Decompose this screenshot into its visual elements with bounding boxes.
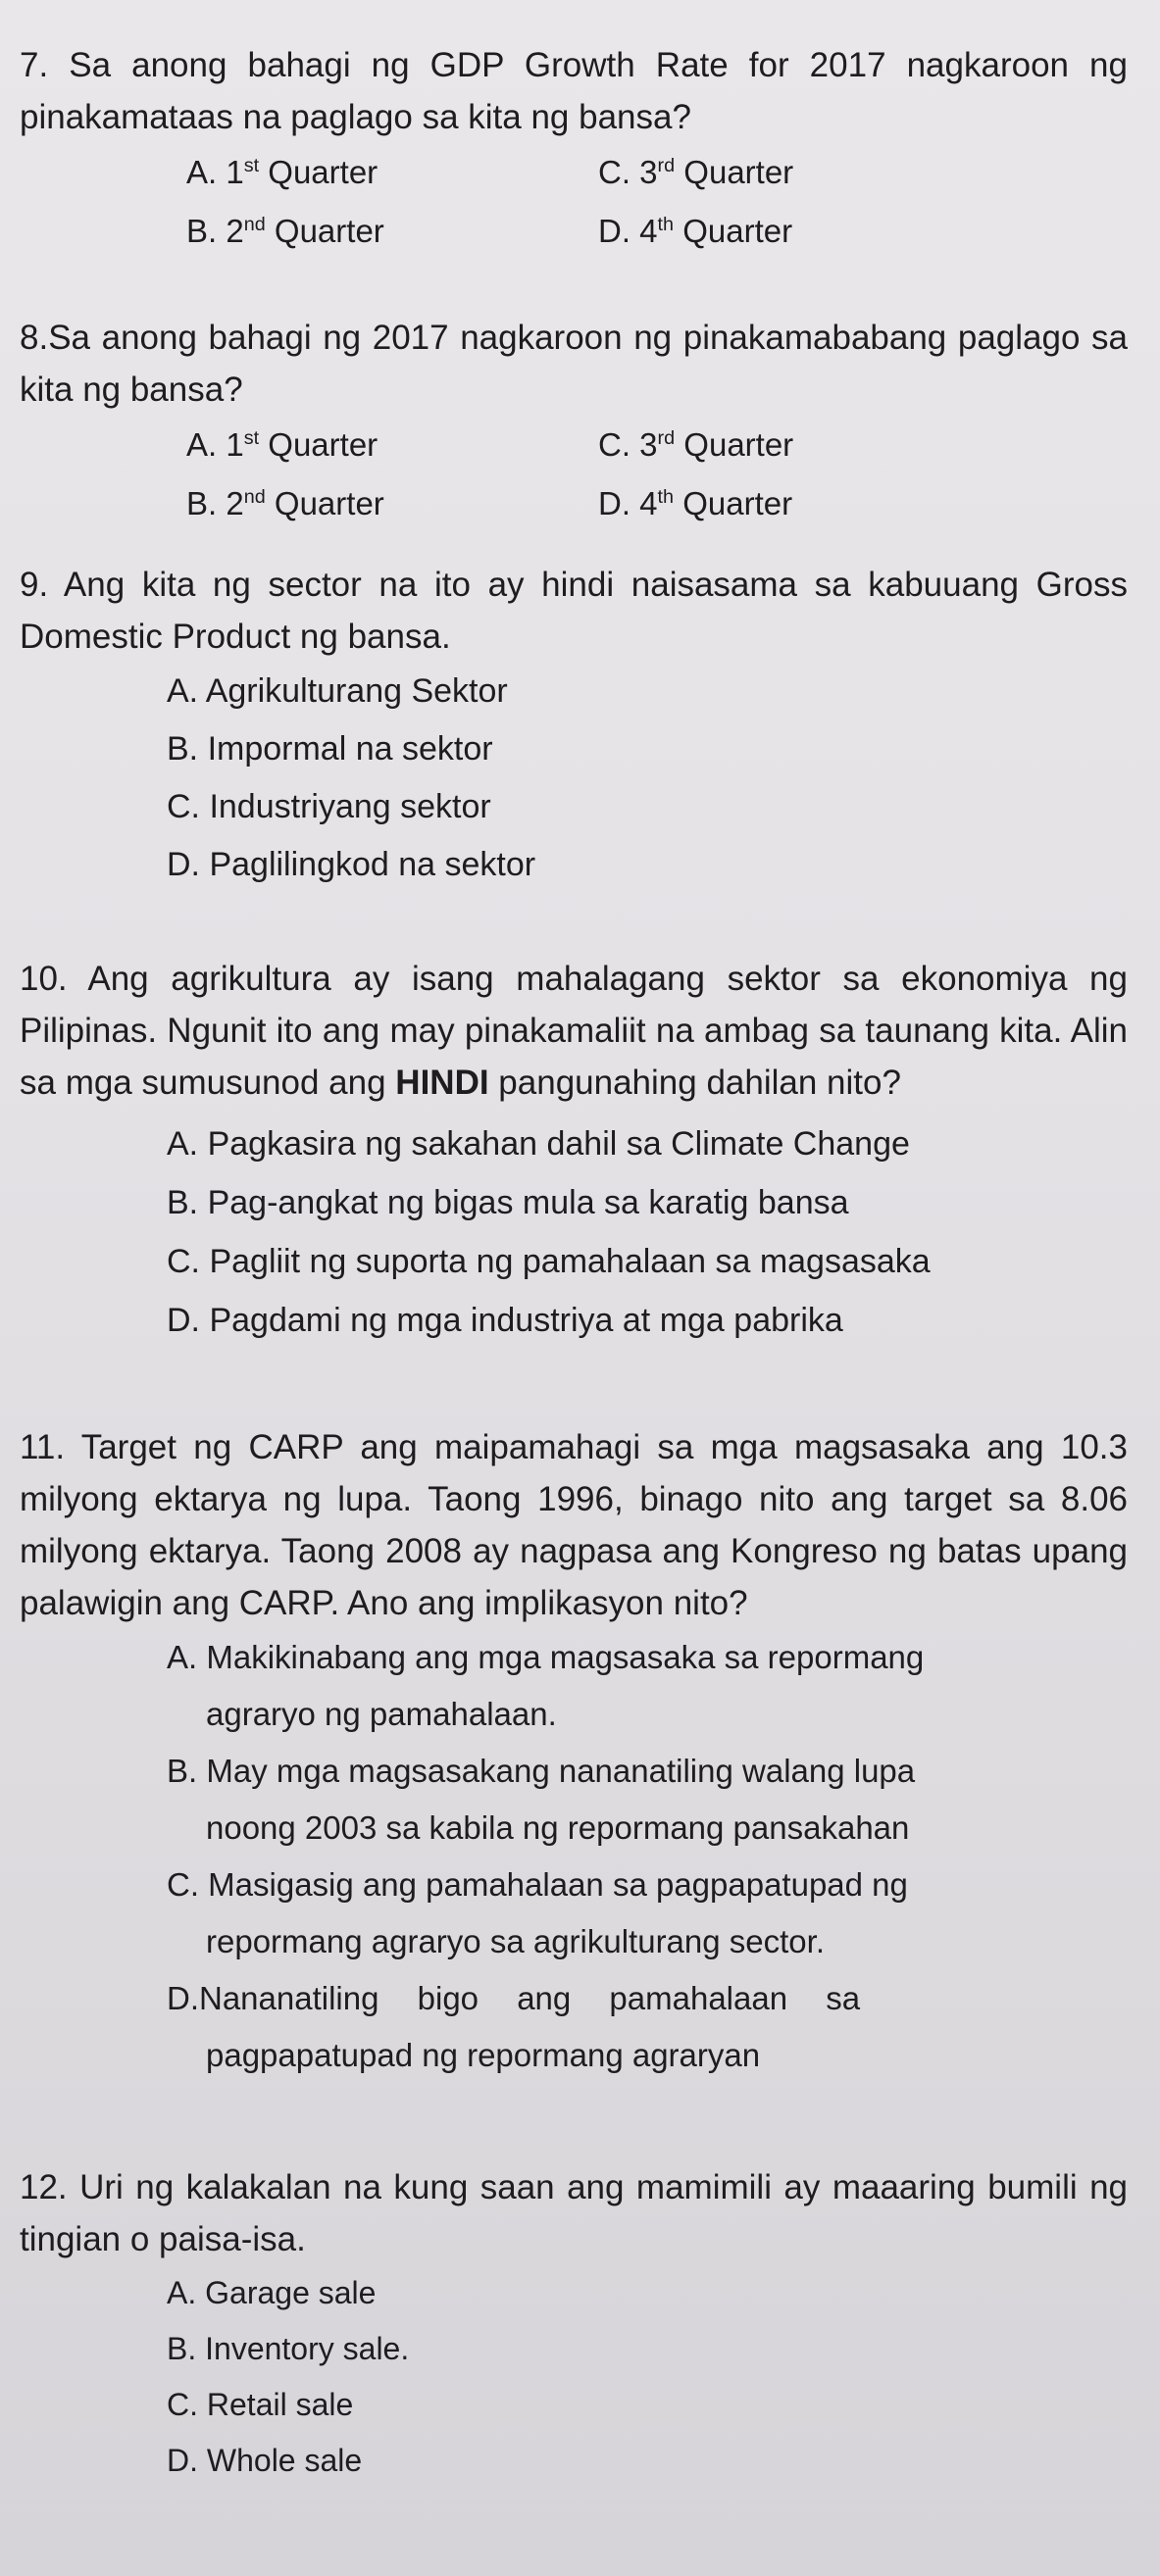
option-b[interactable]: B. 2nd Quarter (186, 485, 384, 521)
option-b[interactable]: B. Inventory sale. (167, 2331, 410, 2366)
question-text: Target ng CARP ang maipamahagi sa mga magsasaka ang 10.3 milyong ektarya ng lupa. Taong 1996, binago nito ang target sa 8.06 milyong ektarya. Taong 2008 ay nagpasa ang Kongreso ng batas upang palawigin ang CARP. Ano ang implikasyon nito? (20, 1428, 1128, 1622)
question-emphasis: HINDI (395, 1064, 489, 1102)
question-number: 8. (20, 319, 49, 357)
option-d[interactable]: D. 4th Quarter (598, 485, 793, 521)
option-a[interactable]: A. Garage sale (167, 2275, 377, 2310)
option-d[interactable]: D.Nananatiling bigo ang pamahalaan sa pagpapatupad ng repormang agraryan (167, 1980, 861, 2073)
question-12 (20, 2161, 1128, 2489)
option-c[interactable]: C. 3rd Quarter (598, 426, 794, 463)
question-8 (20, 312, 1128, 533)
question-9 (20, 559, 1128, 894)
options-grid (186, 143, 1128, 261)
option-c[interactable]: C. Industriyang sektor (167, 788, 491, 825)
question-text-end: pangunahing dahilan nito? (488, 1064, 901, 1102)
question-number: 7. (20, 46, 49, 84)
option-a[interactable]: A. Agrikulturang Sektor (167, 672, 508, 710)
option-a[interactable]: A. 1st Quarter (186, 154, 378, 190)
question-text: Ang kita ng sector na ito ay hindi naisasama sa kabuuang Gross Domestic Product ng bansa. (20, 566, 1128, 656)
question-text: Ang agrikultura ay isang mahalagang sektor sa ekonomiya ng Pilipinas. Ngunit ito ang may pinakamaliit na ambag sa taunang kita. Alin sa mga sumusunod ang (20, 960, 1128, 1102)
option-d[interactable]: D. Paglilingkod na sektor (167, 846, 536, 883)
options-grid (186, 416, 1128, 533)
options-list (167, 663, 1128, 894)
options-list (167, 1115, 1128, 1350)
option-c[interactable]: C. Pagliit ng suporta ng pamahalaan sa magsasaka (167, 1243, 931, 1280)
question-text: Uri ng kalakalan na kung saan ang mamimili ay maaaring bumili ng tingian o paisa-isa. (20, 2168, 1129, 2258)
question-number: 10. (20, 960, 68, 998)
option-b[interactable]: B. Impormal na sektor (167, 730, 493, 768)
options-list (167, 2265, 1128, 2489)
question-7 (20, 39, 1128, 261)
question-11 (20, 1421, 1128, 2084)
question-text: Sa anong bahagi ng GDP Growth Rate for 2017 nagkaroon ng pinakamataas na paglago sa kita ng bansa? (20, 46, 1128, 136)
question-number: 9. (20, 566, 49, 604)
question-10 (20, 953, 1128, 1350)
option-a[interactable]: A. Pagkasira ng sakahan dahil sa Climate Change (167, 1125, 910, 1163)
option-c[interactable]: C. 3rd Quarter (598, 154, 794, 190)
options-list (20, 1629, 1128, 2084)
option-b[interactable]: B. May mga magsasakang nananatiling walang lupa noong 2003 sa kabila ng repormang pansakahan (167, 1753, 916, 1846)
option-c[interactable]: C. Masigasig ang pamahalaan sa pagpapatupad ng repormang agraryo sa agrikulturang sector. (167, 1866, 908, 1959)
option-d[interactable]: D. Whole sale (167, 2443, 363, 2478)
option-d[interactable]: D. 4th Quarter (598, 213, 793, 249)
option-b[interactable]: B. 2nd Quarter (186, 213, 384, 249)
option-a[interactable]: A. 1st Quarter (186, 426, 378, 463)
option-b[interactable]: B. Pag-angkat ng bigas mula sa karatig bansa (167, 1184, 849, 1221)
question-text: Sa anong bahagi ng 2017 nagkaroon ng pinakamababang paglago sa kita ng bansa? (20, 319, 1128, 409)
option-a[interactable]: A. Makikinabang ang mga magsasaka sa repormang agraryo ng pamahalaan. (167, 1639, 925, 1732)
question-number: 12. (20, 2168, 68, 2206)
option-c[interactable]: C. Retail sale (167, 2387, 354, 2422)
option-d[interactable]: D. Pagdami ng mga industriya at mga pabrika (167, 1302, 843, 1339)
question-number: 11. (20, 1428, 66, 1466)
